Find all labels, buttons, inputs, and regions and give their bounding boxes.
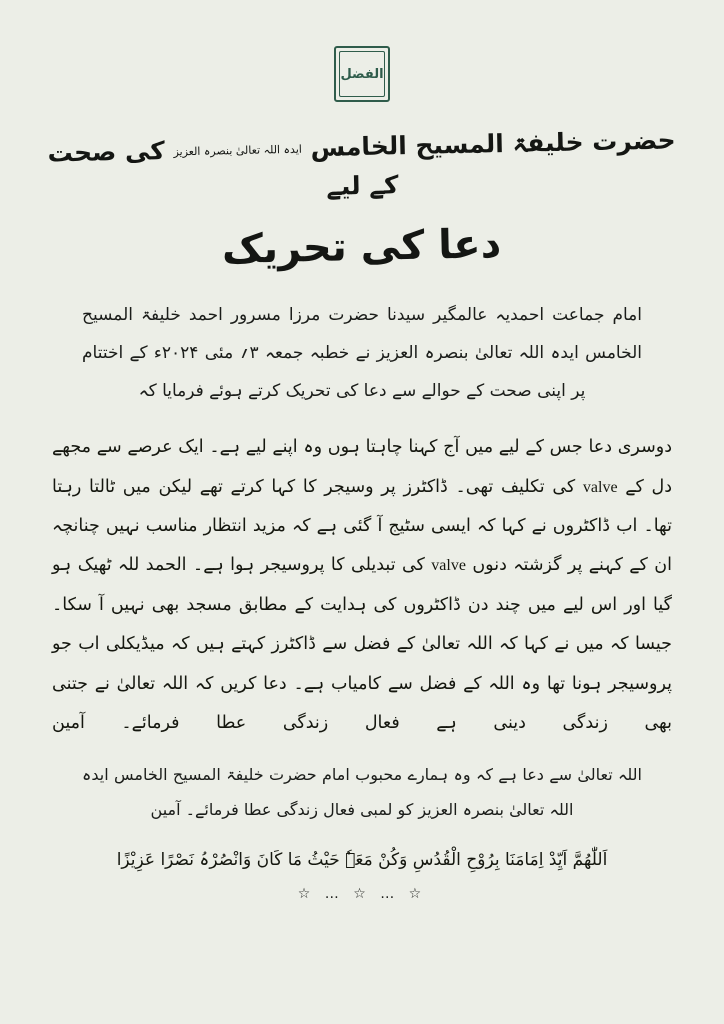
- page-title-honorific: ایدہ اللہ تعالیٰ بنصرہ العزیز: [173, 142, 303, 159]
- logo-label: الفضل: [340, 66, 384, 82]
- ornament-divider: ☆ … ☆ … ☆: [297, 885, 427, 902]
- logo-container: [334, 46, 390, 102]
- page-subtitle: دعا کی تحریک: [221, 220, 503, 273]
- page-title: [41, 121, 682, 212]
- body-paragraph: [52, 428, 672, 743]
- arabic-dua: اَللّٰھُمَّ اَیِّدْ اِمَامَنَا بِرُوْحِ الْقُدُسِ وَکُنْ مَعَہٗ حَیْثُ مَا کَانَ وَانْصُرْہُ نَصْرًا عَزِیْزًا: [116, 849, 608, 870]
- page-title-part2: کی صحت کے لیے: [47, 136, 399, 201]
- page-title-part1: حضرت خلیفۃ المسیح الخامس: [310, 125, 676, 163]
- body-term-valve-1: valve: [582, 478, 618, 496]
- al-fazl-logo-icon: [334, 46, 390, 102]
- body-term-valve-2: valve: [431, 557, 466, 575]
- intro-paragraph: امام جماعت احمدیہ عالمگیر سیدنا حضرت مرزا مسرور احمد خلیفۃ المسیح الخامس ایدہ اللہ تعالیٰ بنصرہ العزیز نے خطبہ جمعہ ۳؍ مئی ۲۰۲۴ء کے اختتام پر اپنی صحت کے حوالے سے دعا کی تحریک کرتے ہوئے فرمایا کہ: [82, 304, 642, 401]
- body-segment-2: کی تکلیف تھی۔ ڈاکٹرز پر وسیجر کا کہا کرتے تھے لیکن میں ٹالتا رہتا تھا۔ اب ڈاکٹروں نے کہا کہ ایسی سٹیج آ گئی ہے کہ مزید انتظار مناسب نہیں چنانچہ ان کے کہنے پر گزشتہ دنوں: [52, 476, 673, 576]
- closing-paragraph: اللہ تعالیٰ سے دعا ہے کہ وہ ہمارے محبوب امام حضرت خلیفۃ المسیح الخامس ایدہ اللہ تعالیٰ بنصرہ العزیز کو لمبی فعال زندگی عطا فرمائے۔ آمین: [82, 765, 642, 820]
- body-segment-1: دوسری دعا جس کے لیے میں آج کہنا چاہتا ہوں وہ اپنے لیے ہے۔ ایک عرصے سے مجھے دل کے: [52, 437, 673, 497]
- body-segment-3: کی تبدیلی کا پروسیجر ہوا ہے۔ الحمد للہ ٹھیک ہو گیا اور اس لیے میں چند دن ڈاکٹروں کی ہدایت کے مطابق مسجد بھی نہیں آ سکا۔ جیسا کہ میں نے کہا کہ اللہ تعالیٰ کے فضل سے ڈاکٹرز کہتے ہیں کہ میڈیکلی اب جو پروسیجر ہونا تھا وہ اللہ کے فضل سے کامیاب ہے۔ دعا کریں کہ اللہ تعالیٰ نے جتنی بھی زندگی دینی ہے فعال زندگی عطا فرمائے۔ آمین: [52, 555, 672, 733]
